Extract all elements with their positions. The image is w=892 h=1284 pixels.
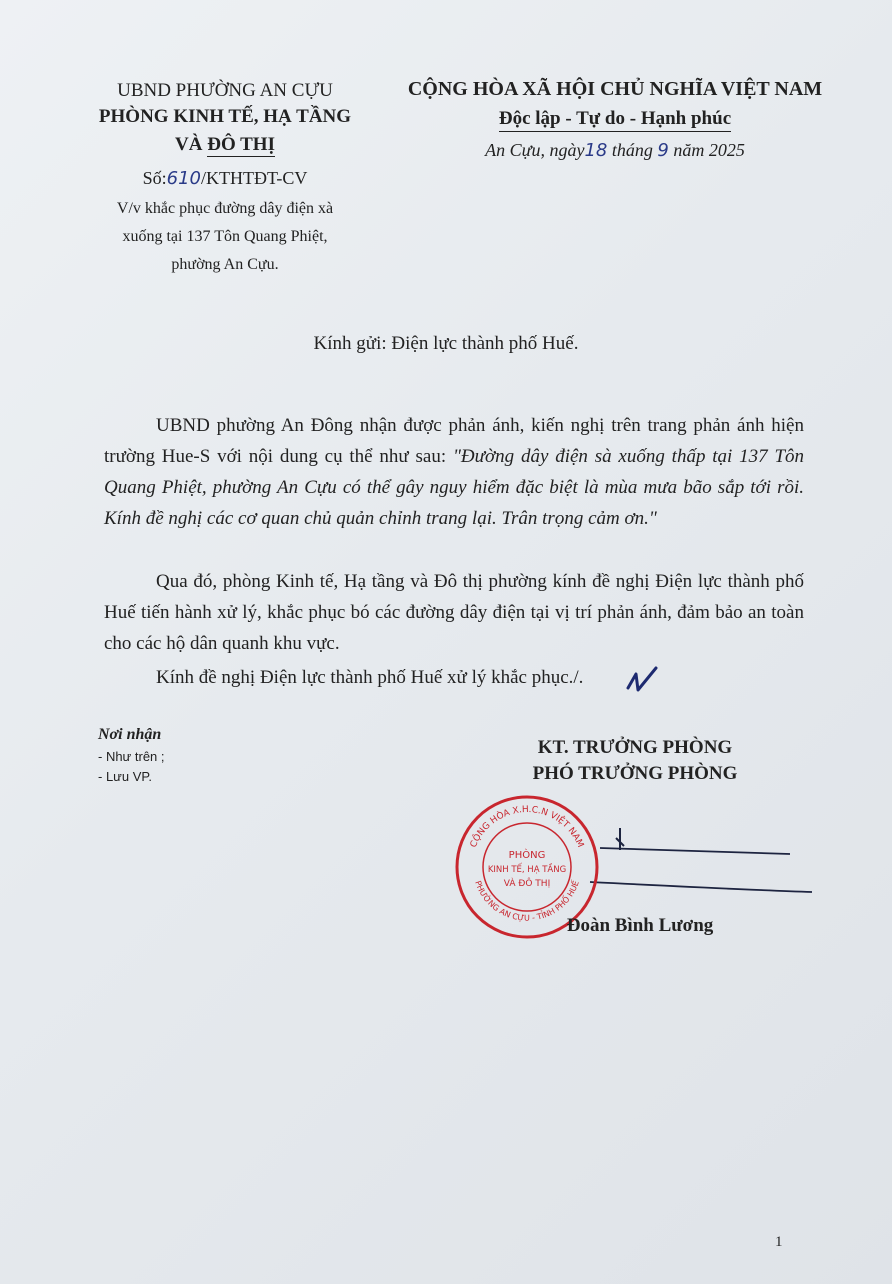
svg-text:KINH TẾ, HẠ TẦNG: KINH TẾ, HẠ TẦNG: [487, 865, 567, 875]
body-paragraph-1: [104, 410, 804, 534]
body-paragraph-3: [104, 662, 804, 693]
date-year: năm 2025: [673, 140, 745, 160]
paragraph-2-text: Qua đó, phòng Kinh tế, Hạ tầng và Đô thị phường kính đề nghị Điện lực thành phố Huế tiến hành xử lý, khắc phục bó các đường dây điện tại vị trí phản ánh, đảm bảo an toàn cho các hộ dân quanh khu vực.: [104, 571, 804, 654]
recipient-item: - Lưu VP.: [98, 769, 152, 784]
handwritten-signature-icon: [580, 820, 820, 900]
issuing-department-line1: PHÒNG KINH TẾ, HẠ TẦNG: [98, 106, 352, 127]
date-prefix: An Cựu, ngày: [485, 140, 585, 160]
national-motto-text: Độc lập - Tự do - Hạnh phúc: [499, 108, 731, 132]
initial-mark-icon: [622, 662, 662, 702]
signer-name: Đoàn Bình Lương: [566, 915, 714, 936]
body-paragraph-2: [104, 566, 804, 659]
paragraph-1-intro: UBND phường An Đông nhận được phản ánh, kiến nghị trên trang phản ánh hiện trường Hue-S với nội dung cụ thể như sau:: [104, 415, 804, 467]
issuing-department-line2: [60, 134, 390, 156]
signature-title-1: KT. TRƯỞNG PHÒNG: [537, 737, 733, 758]
svg-text:CỘNG HÒA X.H.C.N VIỆT NAM: CỘNG HÒA X.H.C.N VIỆT NAM: [468, 804, 586, 850]
subject-line-2: xuống tại 137 Tôn Quang Phiệt,: [122, 228, 328, 245]
svg-text:VÀ ĐÔ THỊ: VÀ ĐÔ THỊ: [503, 879, 551, 889]
signature-title-2: PHÓ TRƯỞNG PHÒNG: [532, 763, 738, 784]
document-number: [60, 168, 390, 189]
document-number-handwritten: 610: [166, 168, 202, 189]
subject-line-1: V/v khắc phục đường dây điện xà: [116, 200, 334, 217]
date-month-label: tháng: [611, 140, 653, 160]
recipient-line: Kính gửi: Điện lực thành phố Huế.: [313, 333, 579, 354]
recipient-item: - Như trên ;: [98, 749, 165, 764]
issuing-authority: UBND PHƯỜNG AN CỰU: [117, 80, 333, 101]
issuing-department-prefix: VÀ: [175, 134, 208, 155]
svg-text:PHÒNG: PHÒNG: [508, 850, 546, 861]
date-line: [384, 140, 846, 161]
date-day-handwritten: 18: [584, 140, 608, 161]
subject-line-3: phường An Cựu.: [171, 256, 279, 273]
document-number-prefix: Số:: [142, 168, 167, 188]
paragraph-1-quote: "Đường dây điện sà xuống thấp tại 137 Tôn Quang Phiệt, phường An Cựu có thể gây nguy hiểm đặc biệt là mùa mưa bão sắp tới rồi. Kính đề nghị các cơ quan chủ quản chỉnh trang lại. Trân trọng cảm ơn.": [104, 446, 805, 529]
recipients-title: Nơi nhận: [98, 726, 162, 743]
paragraph-3-text: Kính đề nghị Điện lực thành phố Huế xử lý khắc phục./.: [156, 667, 584, 688]
page-number: 1: [775, 1234, 783, 1250]
date-month-handwritten: 9: [657, 140, 669, 161]
svg-text:PHƯỜNG AN CỰU - TỈNH PHỐ HUẾ: PHƯỜNG AN CỰU - TỈNH PHỐ HUẾ: [473, 879, 581, 923]
document-number-suffix: /KTHTĐT-CV: [201, 168, 308, 188]
national-motto: [384, 108, 846, 130]
national-title: CỘNG HÒA XÃ HỘI CHỦ NGHĨA VIỆT NAM: [407, 78, 823, 100]
issuing-department-underlined: ĐÔ THỊ: [207, 134, 275, 155]
